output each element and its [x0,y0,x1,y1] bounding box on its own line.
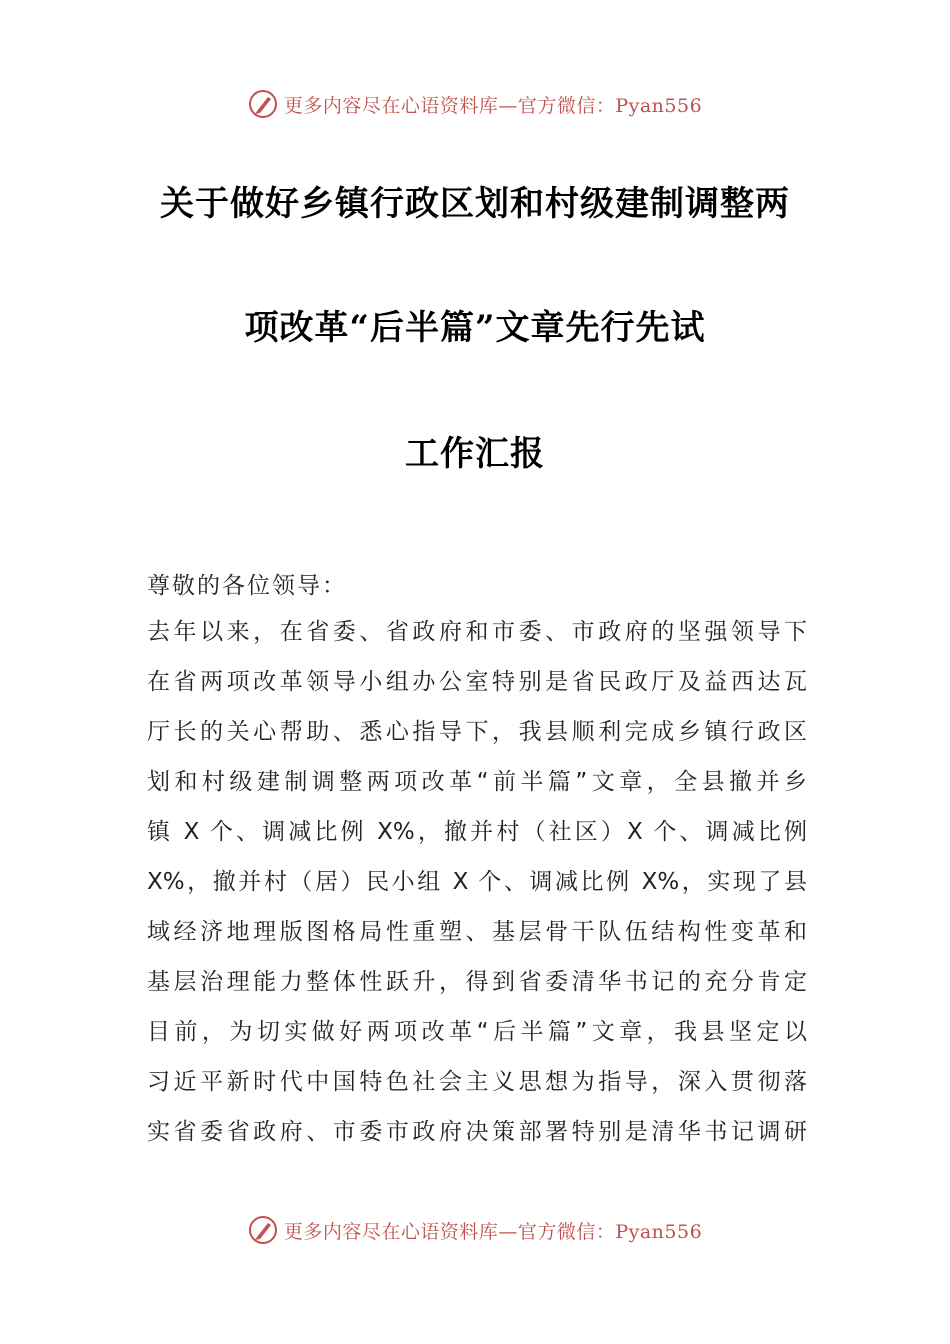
body-line: X%，撤并村（居）民小组 X 个、调减比例 X%，实现了县 [147,869,807,895]
body-line: 划和村级建制调整两项改革“前半篇”文章，全县撤并乡 [147,769,807,795]
document-title-line-3: 工作汇报 [405,434,545,474]
body-line: 在省两项改革领导小组办公室特别是省民政厅及益西达瓦 [147,669,807,695]
greeting: 尊敬的各位领导： [147,573,347,599]
watermark-text: 更多内容尽在心语资料库—官方微信：Pyan556 [283,1220,703,1243]
body-line: 镇 X 个、调减比例 X%，撤并村（社区）X 个、调减比例 [147,819,807,845]
pen-logo-icon [248,89,278,119]
watermark-banner-bottom [0,1210,950,1250]
watermark-banner-top [0,84,950,124]
body-line: 厅长的关心帮助、悉心指导下，我县顺利完成乡镇行政区 [147,719,807,745]
body-line: 实省委省政府、市委市政府决策部署特别是清华书记调研 [147,1119,807,1145]
document-title-line-2: 项改革“后半篇”文章先行先试 [244,308,706,348]
document-title-line-1: 关于做好乡镇行政区划和村级建制调整两 [160,184,790,224]
body-line: 习近平新时代中国特色社会主义思想为指导，深入贯彻落 [147,1069,807,1095]
body-line: 去年以来，在省委、省政府和市委、市政府的坚强领导下 [147,619,807,645]
watermark-text: 更多内容尽在心语资料库—官方微信：Pyan556 [283,94,703,117]
pen-logo-icon [248,1215,278,1245]
body-line: 域经济地理版图格局性重塑、基层骨干队伍结构性变革和 [147,919,807,945]
body-line: 目前，为切实做好两项改革“后半篇”文章，我县坚定以 [147,1019,807,1045]
body-line: 基层治理能力整体性跃升，得到省委清华书记的充分肯定 [147,969,807,995]
